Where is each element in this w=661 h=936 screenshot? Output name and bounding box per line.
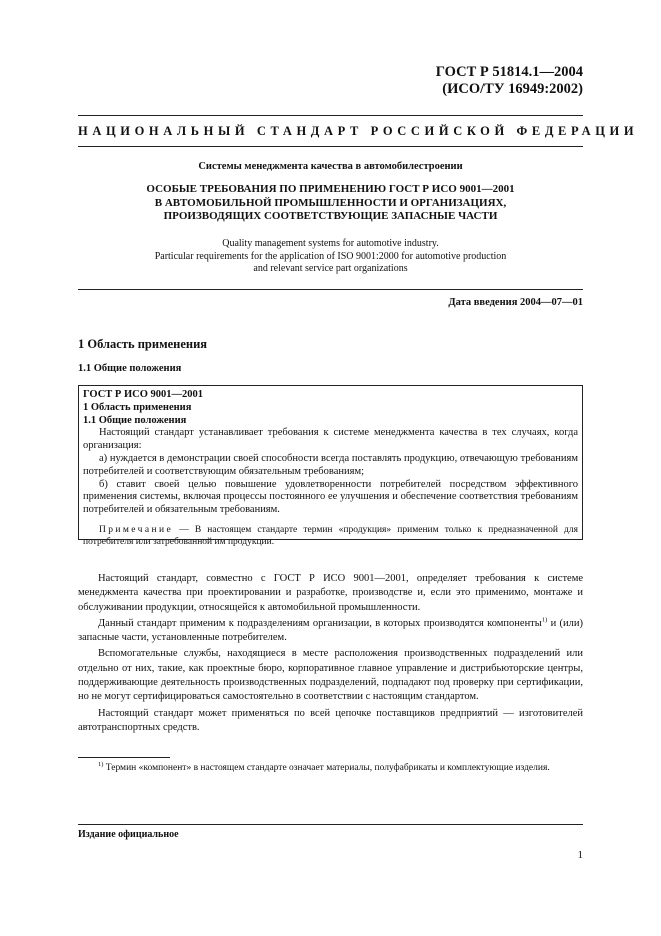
body-paragraph-2 [78, 617, 583, 646]
footnote [78, 761, 583, 775]
body-paragraph-3: Вспомогательные службы, находящиеся в месте расположения производственных подразделений или отдельно от них, такие, как проектные бюро, корпоративное главное управление и дистрибьюторские центры, поддерживающие деятельность производственных подразделений, подпадают под проверку при сертификации, но не могут сертифицироваться самостоятельно в соответствии с настоящим стандартом. [78, 648, 583, 703]
section-heading: 1 Область применения [78, 337, 208, 351]
body-paragraph-2-end: и (или) запасные части, установленные потребителем. [78, 617, 583, 644]
top-rule [78, 115, 583, 116]
footnote-ref: 1) [541, 616, 548, 624]
body-paragraph-2-start: Данный стандарт применим к подразделениям организации, в которых производятся компоненты [98, 617, 542, 629]
standard-code-line-1: ГОСТ Р 51814.1—2004 [435, 64, 583, 80]
box-section-heading: 1 Область применения [83, 401, 192, 413]
title-rule [78, 146, 583, 147]
box-paragraph-b: б) ставит своей целью повышение удовлетворенности потребителей посредством эффективного применения системы, включая процессы постоянного ее улучшения и обеспечение соответствия требованиям потребителей и обязательным требованиям. [83, 478, 578, 516]
title-en-line-1: Quality management systems for automotive industry. [222, 238, 439, 249]
box-note [83, 524, 578, 548]
note-text: — В настоящем стандарте термин «продукция» применим только к предназначенной для потребителя или затребованной им продукции. [83, 524, 578, 547]
title-en-line-3: and relevant service part organizations [253, 263, 408, 274]
main-body [78, 572, 583, 737]
footnote-text: Термин «компонент» в настоящем стандарте означает материалы, полуфабрикаты и комплектующие изделия. [103, 763, 550, 773]
page-number: 1 [577, 849, 583, 861]
title-ru-line-1: ОСОБЫЕ ТРЕБОВАНИЯ ПО ПРИМЕНЕНИЮ ГОСТ Р ИСО 9001—2001 [146, 183, 515, 195]
quoted-standard-box [78, 385, 583, 547]
footnote-mark: 1) [98, 760, 104, 768]
title-ru-line-2: В АВТОМОБИЛЬНОЙ ПРОМЫШЛЕННОСТИ И ОРГАНИЗАЦИЯХ, [154, 196, 507, 209]
date-rule [78, 289, 583, 290]
introduction-date: Дата введения 2004—07—01 [448, 297, 583, 308]
national-standard-heading: НАЦИОНАЛЬНЫЙ СТАНДАРТ РОССИЙСКОЙ ФЕДЕРАЦИИ [78, 124, 639, 138]
document-title-ru [78, 183, 583, 224]
bottom-rule [78, 824, 583, 825]
box-subsection-heading: 1.1 Общие положения [83, 414, 187, 426]
standard-code [436, 64, 583, 98]
title-ru-line-3: ПРОИЗВОДЯЩИХ СООТВЕТСТВУЮЩИЕ ЗАПАСНЫЕ ЧАСТИ [163, 210, 498, 222]
title-en-line-2: Particular requirements for the application of ISO 9001:2000 for automotive production [154, 250, 507, 262]
box-paragraph-a: а) нуждается в демонстрации своей способности всегда поставлять продукцию, отвечающую требованиям потребителей и соответствующим обязательным требованиям; [83, 452, 578, 477]
footnote-rule [78, 757, 170, 758]
subsection-heading: 1.1 Общие положения [78, 363, 182, 374]
document-title-en [78, 238, 583, 276]
body-paragraph-4: Настоящий стандарт может применяться по всей цепочке поставщиков предприятий — изготовителей автотранспортных средств. [78, 707, 583, 733]
box-standard-ref: ГОСТ Р ИСО 9001—2001 [83, 389, 204, 400]
official-edition-label: Издание официальное [78, 829, 179, 840]
document-subtitle: Системы менеджмента качества в автомобилестроении [198, 161, 463, 172]
standard-code-line-2: (ИСО/ТУ 16949:2002) [442, 81, 583, 97]
box-paragraph-1: Настоящий стандарт устанавливает требования к системе менеджмента качества в тех случаях, когда организация: [83, 427, 578, 452]
note-label: Примечание [99, 524, 174, 535]
body-paragraph-1: Настоящий стандарт, совместно с ГОСТ Р ИСО 9001—2001, определяет требования к системе менеджмента качества при проектировании и разработке, производстве и, если это применимо, монтаже и обслуживании продукции, относящейся к автомобильной промышленности. [78, 573, 583, 613]
